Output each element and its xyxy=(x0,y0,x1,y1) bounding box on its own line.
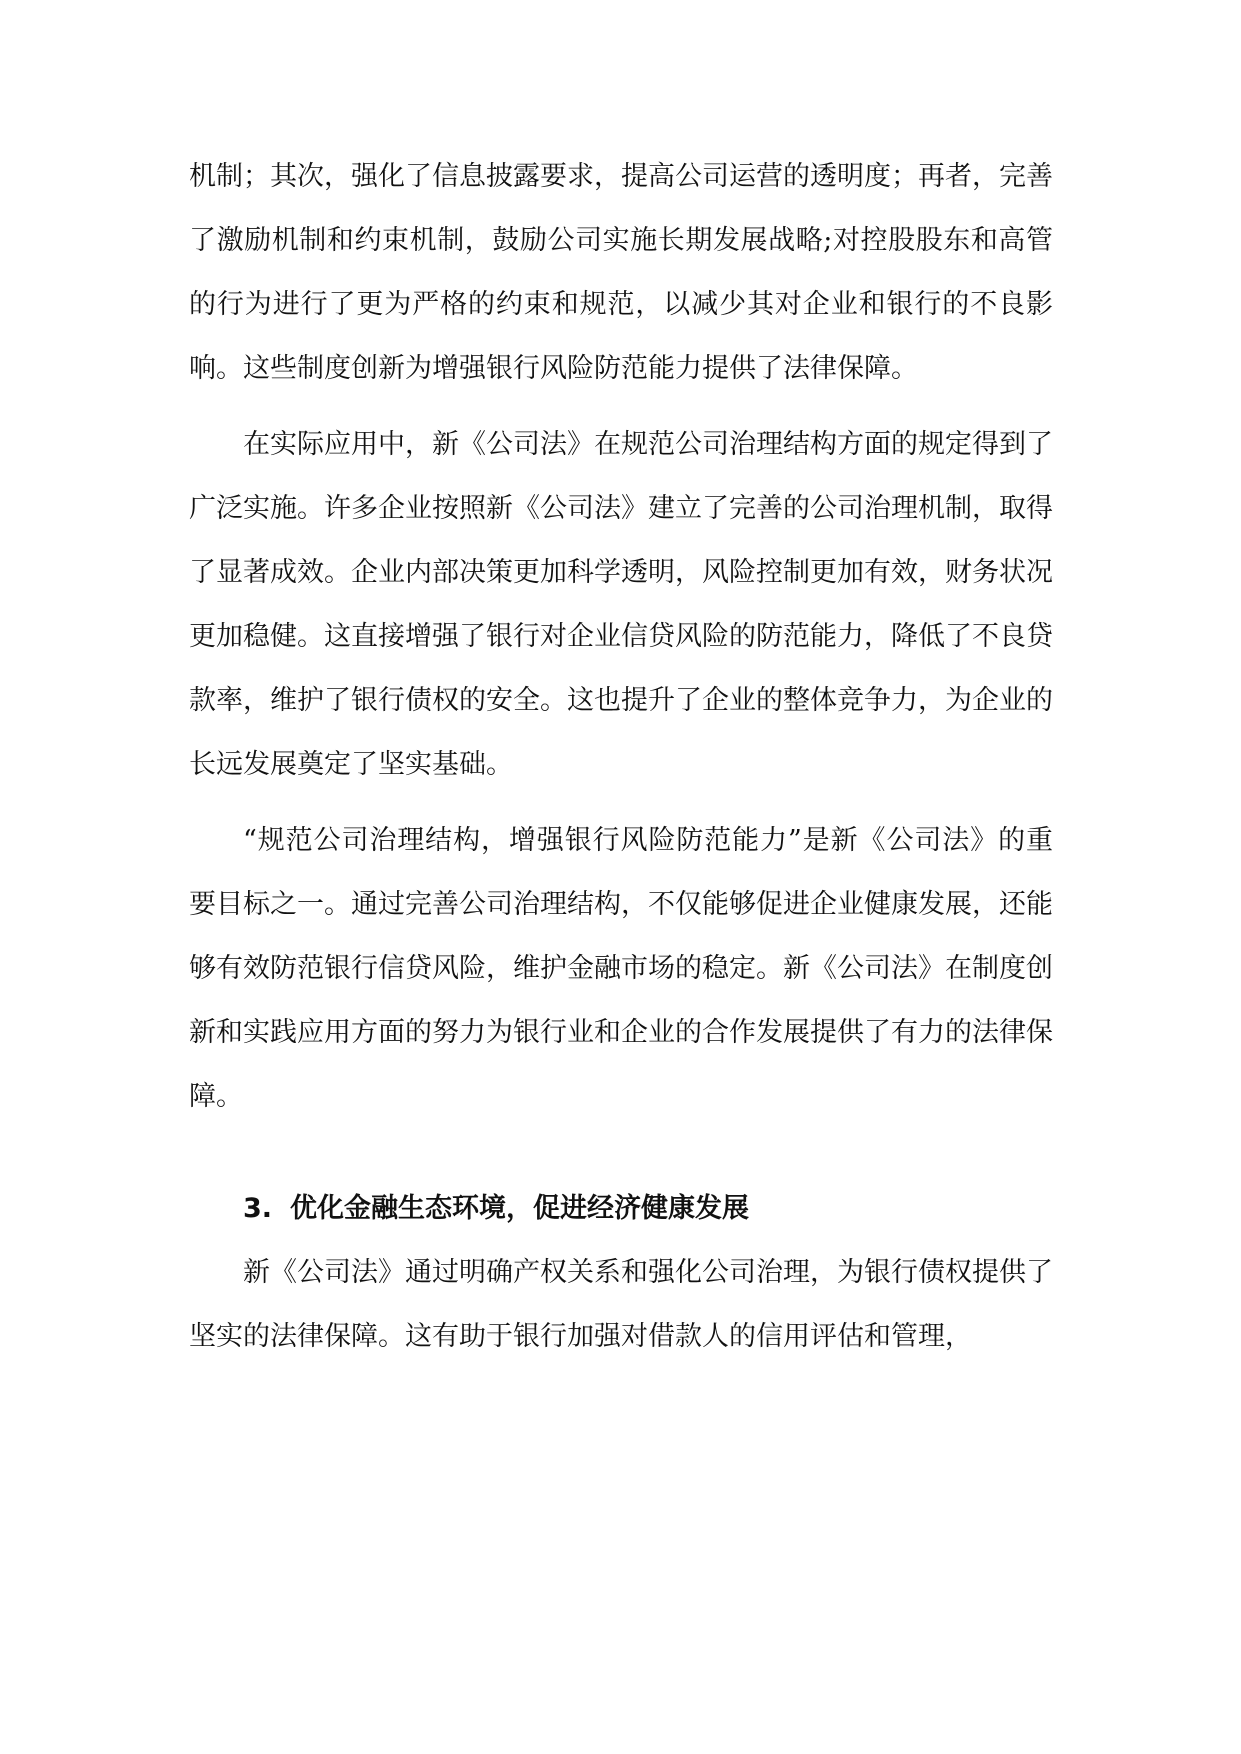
paragraph-3: “规范公司治理结构，增强银行风险防范能力”是新《公司法》的重要目标之一。通过完善公司治理结构，不仅能够促进企业健康发展，还能够有效防范银行信贷风险，维护金融市场的稳定。新《公司法》在制度创新和实践应用方面的努力为银行业和企业的合作发展提供了有力的法律保障。 xyxy=(189,825,1053,1112)
paragraph-1: 机制；其次，强化了信息披露要求，提高公司运营的透明度；再者，完善了激励机制和约束机制，鼓励公司实施长期发展战略;对控股股东和高管的行为进行了更为严格的约束和规范，以减少其对企业和银行的不良影响。这些制度创新为增强银行风险防范能力提供了法律保障。 xyxy=(189,161,1053,384)
paragraph-4: 新《公司法》通过明确产权关系和强化公司治理，为银行债权提供了坚实的法律保障。这有助于银行加强对借款人的信用评估和管理， xyxy=(189,1257,1053,1352)
paragraph-2: 在实际应用中，新《公司法》在规范公司治理结构方面的规定得到了广泛实施。许多企业按照新《公司法》建立了完善的公司治理机制，取得了显著成效。企业内部决策更加科学透明，风险控制更加有效，财务状况更加稳健。这直接增强了银行对企业信贷风险的防范能力，降低了不良贷款率，维护了银行债权的安全。这也提升了企业的整体竞争力，为企业的长远发展奠定了坚实基础。 xyxy=(189,429,1053,780)
document-body xyxy=(189,145,1053,1369)
section-number: 3. xyxy=(243,1193,273,1224)
section-title: 优化金融生态环境，促进经济健康发展 xyxy=(290,1193,750,1224)
section-heading xyxy=(189,1185,1053,1233)
